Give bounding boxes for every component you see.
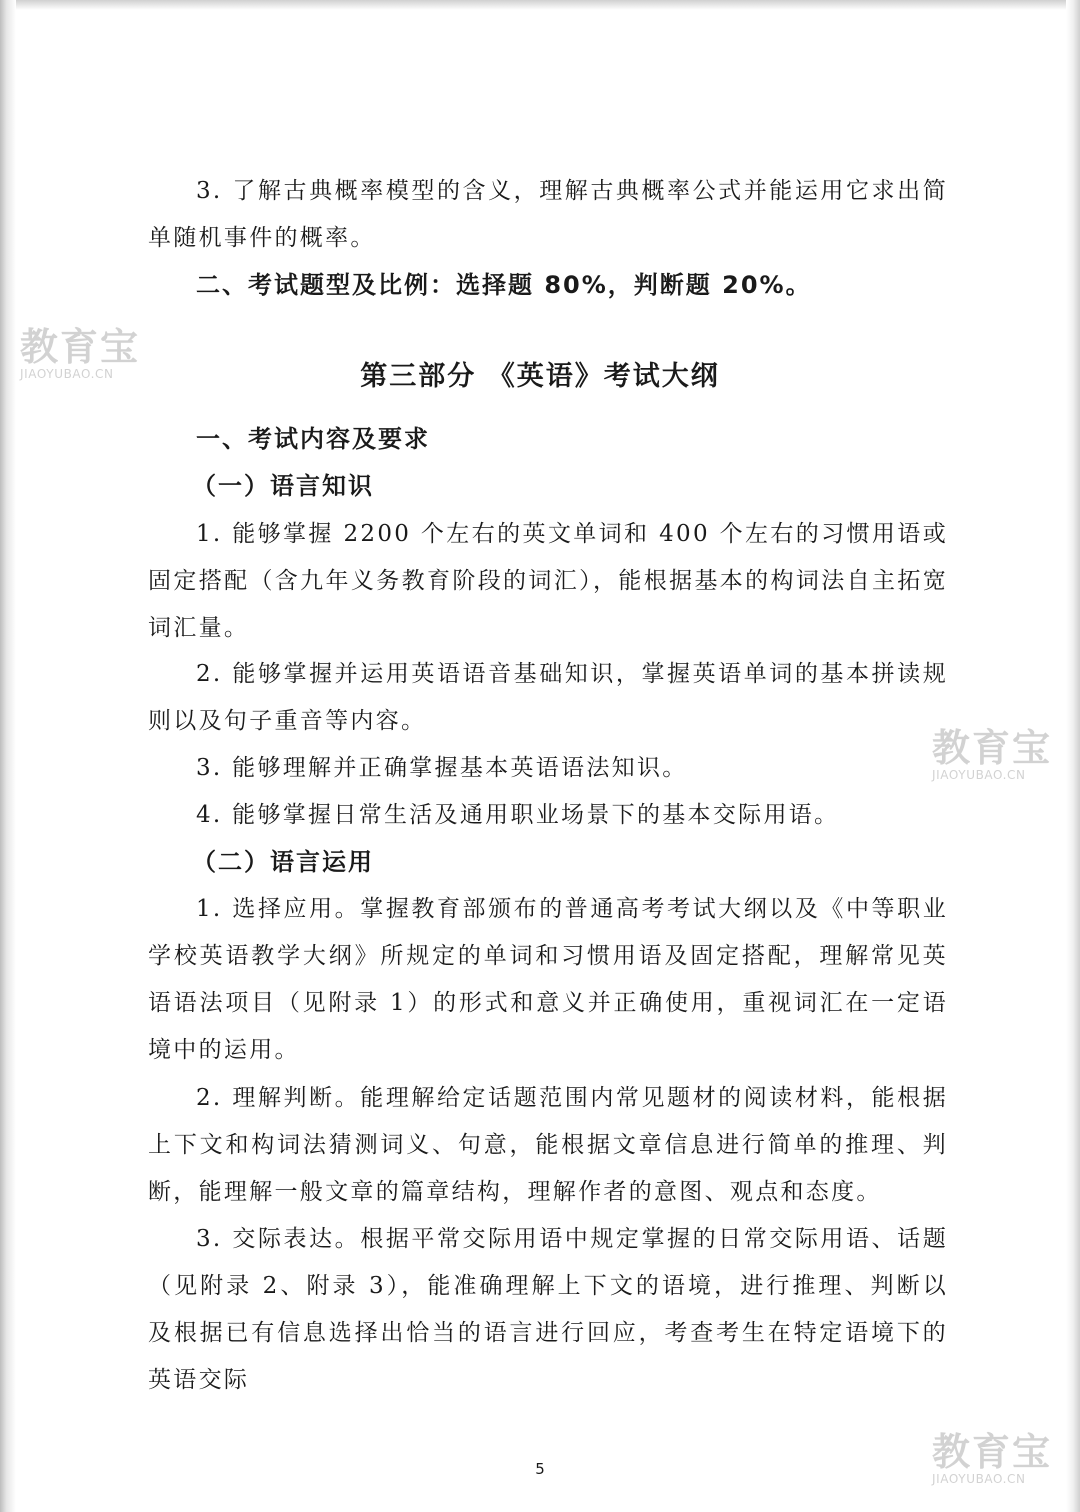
- watermark-sub: JIAOYUBAO.CN: [932, 1472, 1026, 1486]
- watermark-main: 教育宝: [20, 325, 141, 369]
- watermark-stamp-right: [932, 728, 1052, 782]
- question-types-text: 二、考试题型及比例：选择题 80%，判断题 20%。: [196, 271, 812, 299]
- paragraph-use-2: 2. 理解判断。能理解给定话题范围内常见题材的阅读材料，能根据上下文和构词法猜测词义、句意，能根据文章信息进行简单的推理、判断，能理解一般文章的篇章结构，理解作者的意图、观点和态度。: [148, 1085, 948, 1205]
- heading-language-knowledge: （一）语言知识: [192, 472, 374, 500]
- paragraph-knowledge-2: 2. 能够掌握并运用英语语音基础知识，掌握英语单词的基本拼读规则以及句子重音等内容。: [148, 661, 948, 734]
- heading-language-use: （二）语言运用: [192, 848, 374, 876]
- page-edge-shadow-right: [1066, 0, 1080, 1512]
- section-heading: 第三部分 《英语》考试大纲: [360, 361, 720, 392]
- paragraph-knowledge-1: 1. 能够掌握 2200 个左右的英文单词和 400 个左右的习惯用语或固定搭配（含九年义务教育阶段的词汇），能根据基本的构词法自主拓宽词汇量。: [148, 521, 948, 641]
- watermark-main: 教育宝: [932, 1430, 1053, 1474]
- paragraph-question-types: [196, 262, 812, 309]
- page-edge-shadow-left: [0, 0, 16, 1512]
- paragraph-knowledge-4: 4. 能够掌握日常生活及通用职业场景下的基本交际用语。: [196, 802, 840, 828]
- heading-exam-content: 一、考试内容及要求: [196, 425, 430, 453]
- paragraph-use-1: 1. 选择应用。掌握教育部颁布的普通高考考试大纲以及《中等职业学校英语教学大纲》所规定的单词和习惯用语及固定搭配，理解常见英语语法项目（见附录 1）的形式和意义并正确使用，重视词汇在一定语境中的运用。: [148, 896, 948, 1063]
- watermark-sub: JIAOYUBAO.CN: [20, 367, 114, 381]
- page-number: 5: [535, 1460, 545, 1478]
- page-edge-shadow-top: [0, 0, 1080, 10]
- paragraph-use-3: 3. 交际表达。根据平常交际用语中规定掌握的日常交际用语、话题（见附录 2、附录 3），能准确理解上下文的语境，进行推理、判断以及根据已有信息选择出恰当的语言进行回应，考查考生在特定语境下的英语交际: [148, 1226, 948, 1393]
- paragraph-probability-3: 3. 了解古典概率模型的含义，理解古典概率公式并能运用它求出简单随机事件的概率。: [148, 178, 948, 251]
- watermark-stamp-bottom: [932, 1432, 1052, 1486]
- watermark-stamp-left: [20, 327, 140, 381]
- watermark-main: 教育宝: [932, 726, 1053, 770]
- watermark-sub: JIAOYUBAO.CN: [932, 768, 1026, 782]
- paragraph-knowledge-3: 3. 能够理解并正确掌握基本英语语法知识。: [196, 755, 688, 781]
